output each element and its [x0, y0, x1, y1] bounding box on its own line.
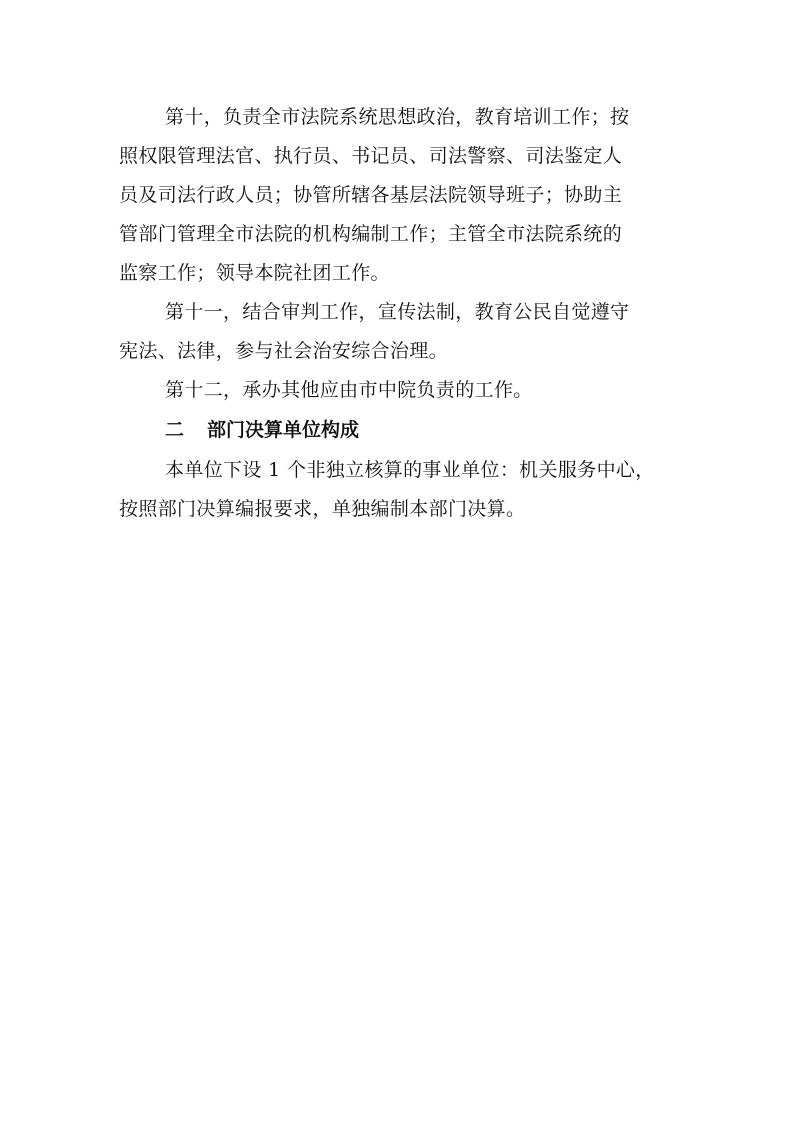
- section-heading: [119, 410, 679, 451]
- text-line: 宪法、法律，参与社会治安综合治理。: [119, 340, 448, 362]
- paragraph-article-12: [119, 371, 679, 410]
- text-line: 第十，负责全市法院系统思想政治，教育培训工作；按: [165, 106, 630, 128]
- paragraph-unit-composition: [119, 451, 679, 529]
- text-line: 管部门管理全市法院的机构编制工作；主管全市法院系统的: [119, 223, 623, 245]
- text-line: 第十一，结合审判工作，宣传法制，教育公民自觉遵守: [165, 301, 630, 323]
- text-line: 员及司法行政人员；协管所辖各基层法院领导班子；协助主: [119, 184, 623, 206]
- section-number: 二: [165, 419, 185, 441]
- document-body: [119, 98, 679, 529]
- paragraph-article-11: [119, 293, 679, 371]
- text-line: 按照部门决算编报要求，单独编制本部门决算。: [119, 498, 526, 520]
- text-line: 照权限管理法官、执行员、书记员、司法警察、司法鉴定人: [119, 145, 623, 167]
- paragraph-article-10: [119, 98, 679, 293]
- text-line: 监察工作；领导本院社团工作。: [119, 262, 390, 284]
- text-line: 本单位下设 1 个非独立核算的事业单位：机关服务中心，: [165, 459, 655, 481]
- text-line: 第十二，承办其他应由市中院负责的工作。: [165, 379, 533, 401]
- section-title: 部门决算单位构成: [207, 419, 360, 441]
